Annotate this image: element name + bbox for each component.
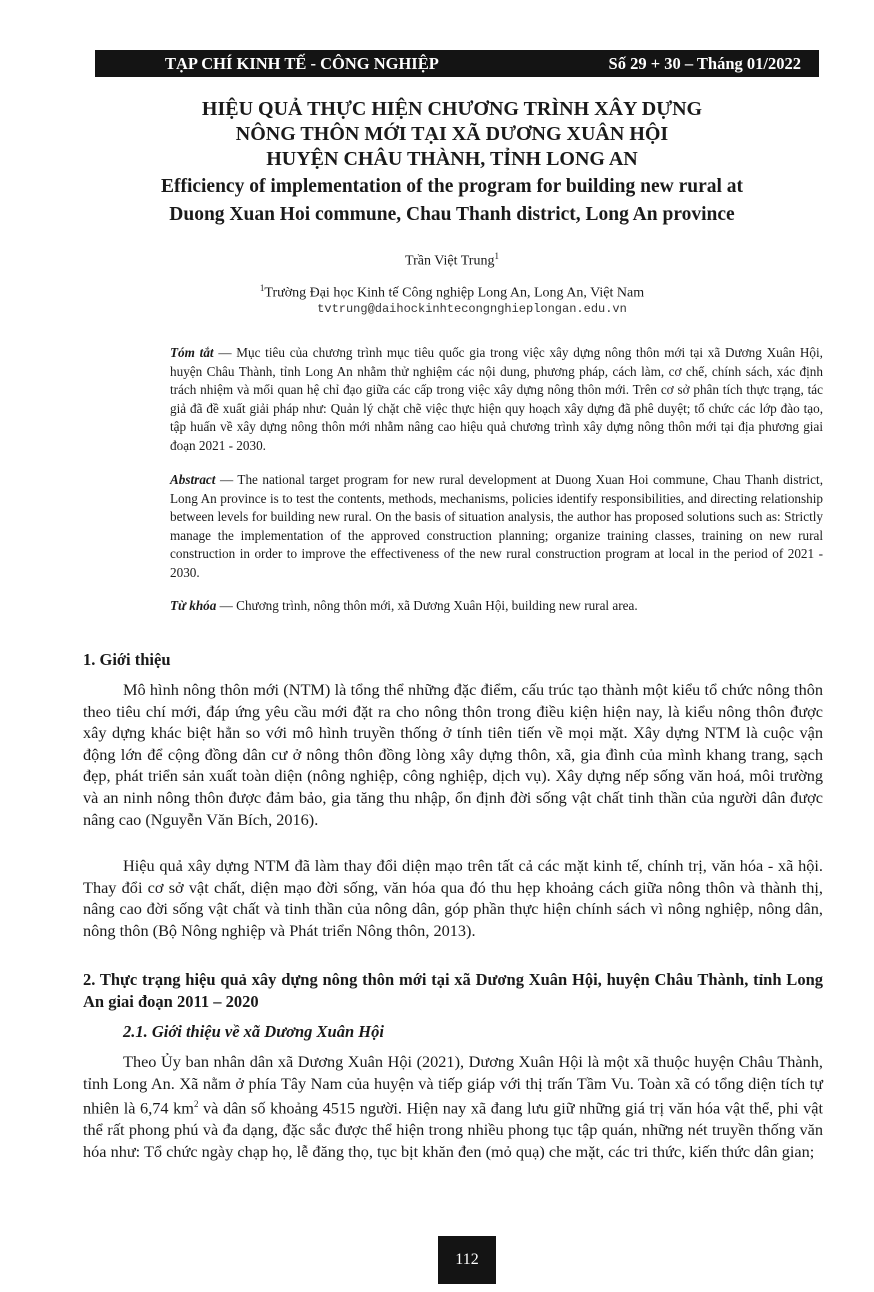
- abstract-en-text: — The national target program for new rural development at Duong Xuan Hoi commune, Chau Thanh district, Long An province is to test the contents, methods, mechanisms, policies identify responsibilities, and directing relationship between levels for building new rural. On the basis of situation analysis, the author has proposed solutions such as: Strictly manage the implementation of the approved construction planning; organize training classes, training on new rural construction in order to improve the effectiveness of the new rural construction program at local in the period of 2021 - 2030.: [170, 472, 823, 580]
- section-1-heading: 1. Giới thiệu: [83, 650, 171, 669]
- author-name-line: [80, 246, 824, 272]
- abstract-en-label: Abstract: [170, 472, 216, 487]
- title-en-line-2: Duong Xuan Hoi commune, Chau Thanh district, Long An province: [169, 204, 735, 225]
- affiliation: Trường Đại học Kinh tế Công nghiệp Long An, Long An, Việt Nam: [264, 285, 645, 301]
- affiliation-line: [80, 279, 824, 303]
- section-2-heading: 2. Thực trạng hiệu quả xây dựng nông thôn mới tại xã Dương Xuân Hội, huyện Châu Thành, tỉnh Long An giai đoạn 2011 – 2020: [83, 970, 823, 1011]
- title-vi-line-3: HUYỆN CHÂU THÀNH, TỈNH LONG AN: [266, 148, 638, 170]
- abstract-en: [170, 471, 823, 583]
- affiliation-superscript: 1: [259, 282, 265, 293]
- journal-name: TẠP CHÍ KINH TẾ - CÔNG NGHIỆP: [165, 53, 439, 73]
- abstract-vi-label: Tóm tắt: [170, 345, 214, 360]
- journal-header-bar: [95, 50, 819, 77]
- page-number: 112: [438, 1236, 496, 1284]
- author-email[interactable]: tvtrung@daihockinhtecongnghieplongan.edu.vn: [317, 302, 627, 317]
- author-superscript: 1: [494, 251, 499, 261]
- title-block: [80, 97, 824, 228]
- title-en-line-1: Efficiency of implementation of the program for building new rural at: [160, 176, 744, 197]
- abstract-vi: [170, 344, 823, 456]
- section-2-1-paragraph-1: [83, 1051, 823, 1162]
- title-vi-line-1: HIỆU QUẢ THỰC HIỆN CHƯƠNG TRÌNH XÂY DỰNG: [201, 98, 703, 120]
- author-name: Trần Việt Trung: [405, 253, 495, 269]
- section-1-paragraph-2: Hiệu quả xây dựng NTM đã làm thay đổi diện mạo trên tất cả các mặt kinh tế, chính trị, văn hóa - xã hội. Thay đổi cơ sở vật chất, diện mạo đời sống, văn hóa qua đó thu hẹp khoảng cách giữa nông thôn và thành thị, nâng cao đời sống vật chất và tinh thần của nông dân, góp phần thực hiện chính sách vì nông nghiệp, nông dân, nông thôn (Bộ Nông nghiệp và Phát triển Nông thôn, 2013).: [83, 856, 823, 940]
- section-1-paragraph-1: Mô hình nông thôn mới (NTM) là tổng thể những đặc điểm, cấu trúc tạo thành một kiểu tổ chức nông thôn theo tiêu chí mới, đáp ứng yêu cầu mới đặt ra cho nông thôn trong điều kiện hiện nay, là kiểu nông thôn được xây dựng khác biệt hẳn so với mô hình truyền thống ở tính tiên tiến về mọi mặt. Xây dựng NTM là cuộc vận động lớn để cộng đồng dân cư ở nông thôn đồng lòng xây dựng thôn, xã, gia đình của mình khang trang, sạch đẹp, phát triển sản xuất toàn diện (nông nghiệp, công nghiệp, dịch vụ). Xây dựng nếp sống văn hoá, môi trường và an ninh nông thôn được đảm bảo, gia tăng thu nhập, ổn định đời sống vật chất tinh thần của người dân được nâng cao (Nguyễn Văn Bích, 2016).: [83, 680, 823, 829]
- issue-info: Số 29 + 30 – Tháng 01/2022: [608, 53, 801, 73]
- abstract-vi-text: — Mục tiêu của chương trình mục tiêu quốc gia trong việc xây dựng nông thôn mới tại xã Dương Xuân Hội, huyện Châu Thành, tỉnh Long An nhằm thử nghiệm các nội dung, phương pháp, cách làm, cơ chế, chính sách, xác định trách nhiệm và mối quan hệ chỉ đạo giữa các cấp trong việc xây dựng nông thôn mới. Trên cơ sở phân tích thực trạng, tác giả đã đề xuất giải pháp như: Quản lý chặt chẽ việc thực hiện quy hoạch xây dựng đã phê duyệt; tổ chức các lớp đào tạo, tập huấn về xây dựng nông thôn mới nhằm nâng cao hiệu quả chương trình xây dựng nông thôn mới tại địa phương giai đoạn 2021 - 2030.: [170, 345, 823, 453]
- keywords-text: — Chương trình, nông thôn mới, xã Dương Xuân Hội, building new rural area.: [216, 598, 638, 613]
- author-block: [80, 246, 824, 316]
- keywords-label: Từ khóa: [170, 598, 217, 613]
- paragraph-part-a: Theo Ủy ban nhân dân xã Dương Xuân Hội (2021), Dương Xuân Hội là một xã thuộc huyện Châu Thành, tỉnh Long An. Xã nằm ở phía Tây Nam của huyện và tiếp giáp với thị trấn Tầm Vu. Toàn xã có tổng diện tích tự nhiên là 6,74 km: [83, 1052, 823, 1118]
- area-unit-superscript: 2: [193, 1099, 199, 1110]
- title-vi-line-2: NÔNG THÔN MỚI TẠI XÃ DƯƠNG XUÂN HỘI: [235, 123, 669, 145]
- section-2-1-heading: 2.1. Giới thiệu về xã Dương Xuân Hội: [123, 1022, 384, 1041]
- keywords: [170, 597, 823, 616]
- paragraph-part-b: và dân số khoảng 4515 người. Hiện nay xã đang lưu giữ những giá trị văn hóa vật thể, phi vật thể rất phong phú và đa dạng, đặc sắc được thể hiện trong nhiều phong tục tập quán, những nét truyền thống văn hóa như: Tổ chức ngày chạp họ, lễ đăng thọ, tục bịt khăn đen (mỏ quạ) che mặt, các tri thức, kiến thức dân gian;: [83, 1098, 823, 1161]
